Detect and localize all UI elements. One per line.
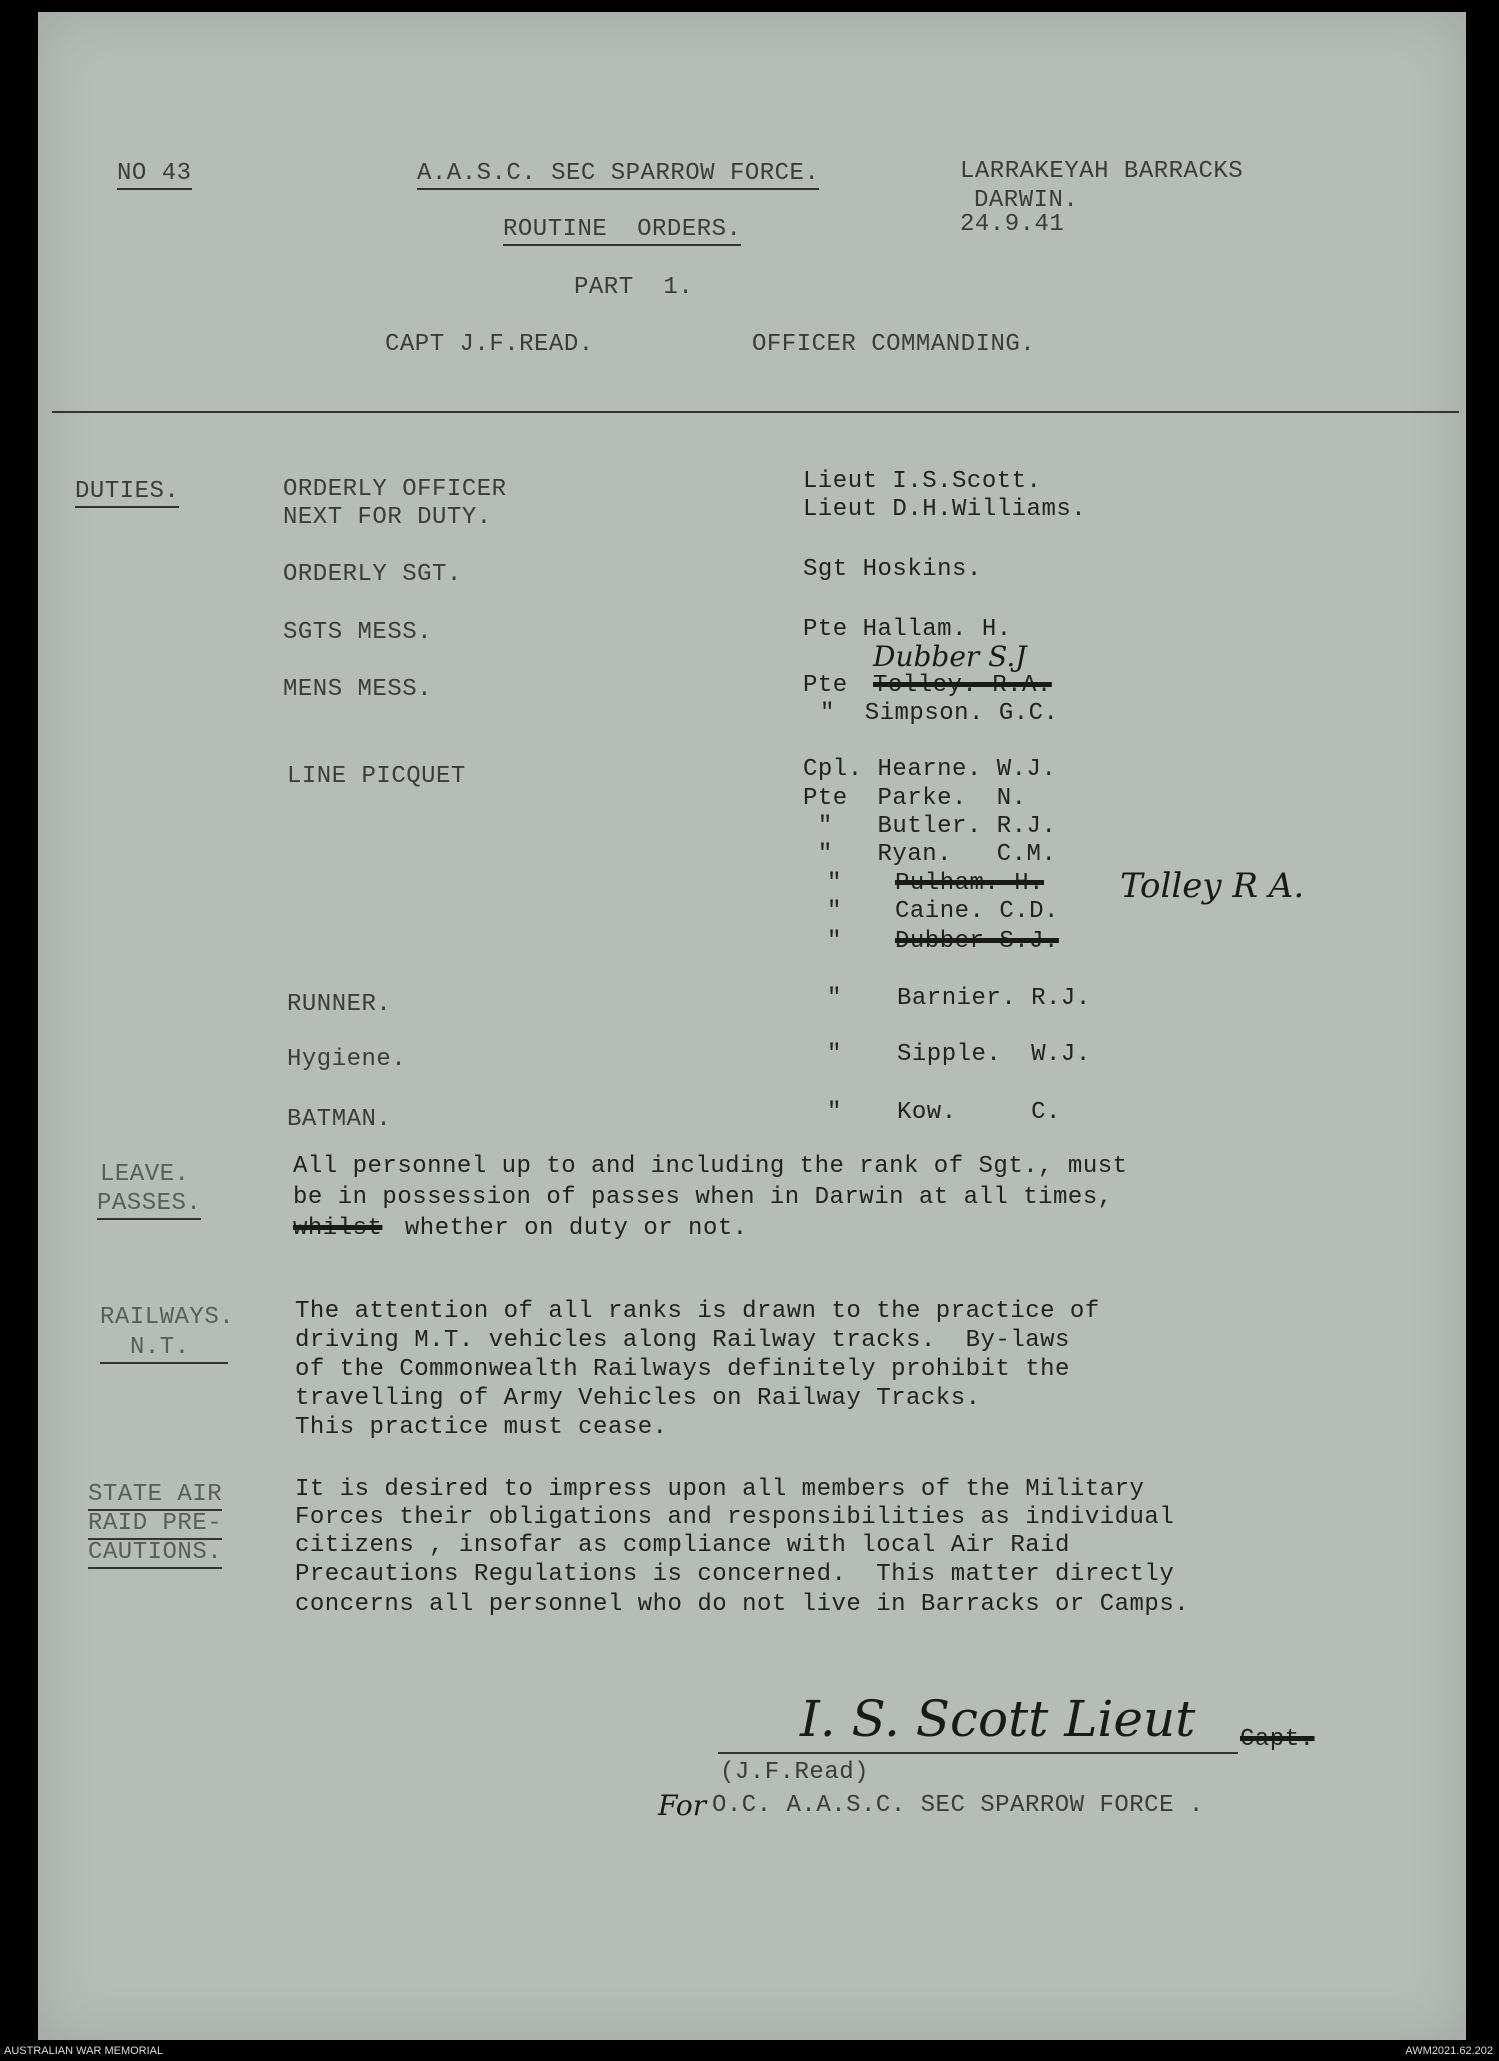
- railways-paragraph-line: This practice must cease.: [295, 1414, 668, 1441]
- duty-label-mens-mess: MENS MESS.: [283, 676, 433, 703]
- duty-label-batman: BATMAN.: [287, 1106, 392, 1133]
- order-number: NO 43: [117, 162, 192, 190]
- struck-name-picquet-2: Dubber S.J.: [895, 928, 1059, 955]
- handwritten-correction-picquet: Tolley R A.: [1120, 866, 1305, 906]
- ditto-mark: ": [827, 870, 842, 897]
- footer-reference: AWM2021.62.202: [1405, 2045, 1493, 2057]
- struck-rank: Capt.: [1240, 1726, 1315, 1753]
- air-raid-paragraph-line: concerns all personnel who do not live in Barracks or Camps.: [295, 1591, 1190, 1618]
- section-label-state-air: STATE AIR: [88, 1483, 222, 1511]
- duty-label-runner: RUNNER.: [287, 991, 392, 1018]
- air-raid-paragraph-line: citizens , insofar as compliance with local Air Raid: [295, 1532, 1070, 1559]
- typed-name: (J.F.Read): [720, 1759, 870, 1786]
- handwritten-for: For: [658, 1789, 707, 1822]
- signature-line: [718, 1752, 1238, 1754]
- typed-role: O.C. A.A.S.C. SEC SPARROW FORCE .: [712, 1792, 1204, 1819]
- picquet-member: " Ryan. C.M.: [803, 841, 1057, 868]
- document-title: ROUTINE ORDERS.: [503, 218, 741, 246]
- ditto-mark: ": [827, 928, 842, 955]
- section-label-nt: N.T.: [100, 1336, 228, 1364]
- struck-name-mens-mess: Tolley. R.A.: [873, 672, 1052, 699]
- duty-prefix-mens-mess: Pte: [803, 672, 848, 699]
- railways-paragraph-line: The attention of all ranks is drawn to the practice of: [295, 1298, 1100, 1325]
- leave-paragraph-line: whether on duty or not.: [390, 1215, 748, 1242]
- duty-label-orderly-officer: ORDERLY OFFICER: [283, 476, 507, 503]
- railways-paragraph-line: driving M.T. vehicles along Railway tracks. By-laws: [295, 1327, 1070, 1354]
- section-label-raid-pre: RAID PRE-: [88, 1512, 222, 1540]
- duty-name-orderly-officer: Lieut I.S.Scott.: [803, 468, 1042, 495]
- air-raid-paragraph-line: Forces their obligations and responsibilities as individual: [295, 1504, 1175, 1531]
- air-raid-paragraph-line: It is desired to impress upon all members of the Military: [295, 1476, 1145, 1503]
- header-divider: [52, 411, 1459, 413]
- duty-name-orderly-sgt: Sgt Hoskins.: [803, 556, 982, 583]
- duty-label-sgts-mess: SGTS MESS.: [283, 619, 433, 646]
- duty-name-sgts-mess: Pte Hallam. H.: [803, 616, 1012, 643]
- duty-label-next-for-duty: NEXT FOR DUTY.: [283, 504, 492, 531]
- duty-name-next-for-duty: Lieut D.H.Williams.: [803, 496, 1087, 523]
- picquet-member-caine: Caine. C.D.: [895, 898, 1059, 925]
- air-raid-paragraph-line: Precautions Regulations is concerned. This matter directly: [295, 1561, 1175, 1588]
- struck-name-picquet-1: Pulham. H.: [895, 870, 1045, 897]
- duty-name-hygiene: Sipple. W.J.: [897, 1041, 1091, 1068]
- part-number: PART 1.: [574, 274, 694, 301]
- commander-role: OFFICER COMMANDING.: [752, 331, 1036, 358]
- leave-paragraph-line: All personnel up to and including the rank of Sgt., must: [293, 1153, 1128, 1180]
- location-line-2: DARWIN.: [974, 187, 1079, 214]
- section-label-cautions: CAUTIONS.: [88, 1541, 222, 1569]
- struck-word-leave: whilst: [293, 1215, 383, 1242]
- picquet-member: " Butler. R.J.: [803, 813, 1057, 840]
- duty-name-mens-mess-2: " Simpson. G.C.: [820, 700, 1059, 727]
- unit-heading: A.A.S.C. SEC SPARROW FORCE.: [417, 162, 819, 190]
- duty-label-orderly-sgt: ORDERLY SGT.: [283, 561, 462, 588]
- duty-label-hygiene: Hygiene.: [287, 1046, 407, 1073]
- section-label-leave: LEAVE.: [100, 1161, 190, 1188]
- picquet-member: Pte Parke. N.: [803, 785, 1027, 812]
- railways-paragraph-line: travelling of Army Vehicles on Railway Tracks.: [295, 1385, 981, 1412]
- section-label-railways: RAILWAYS.: [100, 1304, 235, 1331]
- ditto-mark: ": [827, 1041, 842, 1068]
- commander-name: CAPT J.F.READ.: [385, 331, 594, 358]
- duty-label-line-picquet: LINE PICQUET: [287, 763, 466, 790]
- ditto-mark: ": [827, 898, 842, 925]
- duty-name-batman: Kow. C.: [897, 1099, 1061, 1126]
- handwritten-correction-mens-mess: Dubber S.J: [873, 640, 1027, 673]
- order-date: 24.9.41: [960, 211, 1065, 238]
- location-line-1: LARRAKEYAH BARRACKS: [960, 158, 1244, 185]
- handwritten-signature: I. S. Scott Lieut: [800, 1690, 1196, 1748]
- railways-paragraph-line: of the Commonwealth Railways definitely prohibit the: [295, 1356, 1070, 1383]
- ditto-mark: ": [827, 1099, 842, 1126]
- duty-name-runner: Barnier. R.J.: [897, 985, 1091, 1012]
- picquet-member: Cpl. Hearne. W.J.: [803, 756, 1057, 783]
- section-label-duties: DUTIES.: [75, 480, 179, 508]
- leave-paragraph-line: be in possession of passes when in Darwin at all times,: [293, 1184, 1113, 1211]
- section-label-passes: PASSES.: [97, 1192, 201, 1220]
- ditto-mark: ": [827, 985, 842, 1012]
- footer-source: AUSTRALIAN WAR MEMORIAL: [4, 2045, 164, 2057]
